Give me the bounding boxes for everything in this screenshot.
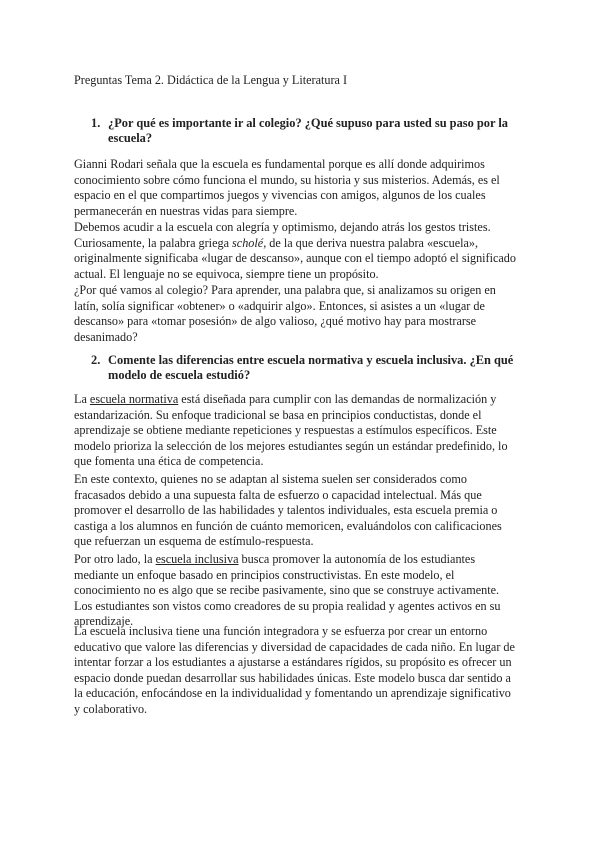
term-escuela-normativa: escuela normativa bbox=[89, 392, 179, 406]
s2-p1-text-a: La bbox=[74, 392, 90, 406]
question-1 bbox=[91, 116, 520, 146]
s1-p2-text-b: , de la que deriva nuestra palabra «escuela», originalmente significaba «lugar de descanso», aunque con el tiempo adoptó el significado actual. El lenguaje no se equivoca, siempre tiene un propósito. bbox=[74, 235, 516, 281]
s2-paragraph-2: En este contexto, quienes no se adaptan al sistema suelen ser considerados como fracasados debido a una supuesta falta de esfuerzo o capacidad intelectual. Más que promover el desarrollo de las habilidades y talentos individuales, esta escuela premia o castiga a los alumnos en función de cuánto memoricen, evaluándolos con calificaciones que refuerzan un esquema de estímulo-respuesta. bbox=[74, 472, 502, 548]
document-title: Preguntas Tema 2. Didáctica de la Lengua y Literatura I bbox=[74, 73, 348, 87]
s2-p3-text-b: busca promover la autonomía de los estudiantes mediante un enfoque basado en principios constructivistas. En este modelo, el conocimiento no es algo que se recibe pasivamente, sino que se construye activamente. Los estudiantes son vistos como creadores de su propia realidad y agentes activos en su aprendizaje. bbox=[74, 552, 501, 628]
term-escuela-inclusiva: escuela inclusiva bbox=[155, 552, 239, 566]
s2-p3-text-a: Por otro lado, la bbox=[74, 552, 156, 566]
s2-p1-text-b: está diseñada para cumplir con las demandas de normalización y estandarización. Su enfoque tradicional se basa en principios conductistas, donde el aprendizaje se obtiene mediante repeticiones y respuestas a estímulos específicos. Este modelo prioriza la selección de los mejores estudiantes según un estándar predefinido, lo que fomenta una ética de competencia. bbox=[74, 392, 508, 468]
s2-paragraph-4: La escuela inclusiva tiene una función integradora y se esfuerza por crear un entorno educativo que valore las diferencias y diversidad de capacidades de cada niño. En lugar de intentar forzar a los estudiantes a ajustarse a estándares rígidos, su propósito es ofrecer un espacio donde puedan desarrollar sus habilidades únicas. Este modelo busca dar sentido a la educación, enfocándose en la individualidad y fomentando un aprendizaje significativo y colaborativo. bbox=[74, 624, 515, 716]
s1-paragraph-2 bbox=[74, 220, 516, 282]
s2-paragraph-3 bbox=[74, 552, 516, 630]
s1-paragraph-1: Gianni Rodari señala que la escuela es fundamental porque es allí donde adquirimos conocimiento sobre cómo funciona el mundo, su historia y sus misterios. Además, es el espacio en el que compartimos juegos y vivencias con amigos, algunos de los cuales permanecerán en nuestras vidas para siempre. bbox=[74, 157, 500, 218]
s2-paragraph-1 bbox=[74, 392, 516, 470]
question-2 bbox=[91, 353, 520, 383]
s1-p2-text-a: Debemos acudir a la escuela con alegría y optimismo, dejando atrás los gestos tristes. Curiosamente, la palabra griega bbox=[74, 220, 491, 250]
question-1-number: 1. bbox=[91, 116, 101, 130]
question-2-number: 2. bbox=[91, 353, 101, 367]
question-1-text: ¿Por qué es importante ir al colegio? ¿Qué supuso para usted su paso por la escuela? bbox=[108, 116, 508, 145]
s1-paragraph-3: ¿Por qué vamos al colegio? Para aprender, una palabra que, si analizamos su origen en latín, solía significar «obtener» o «adquirir algo». Entonces, si asistes a un «lugar de descanso» para «tomar posesión» de algo valioso, ¿qué motivo hay para mostrarse desanimado? bbox=[74, 283, 496, 344]
term-schole: scholé bbox=[232, 235, 264, 250]
question-2-text: Comente las diferencias entre escuela normativa y escuela inclusiva. ¿En qué modelo de escuela estudió? bbox=[108, 353, 514, 382]
